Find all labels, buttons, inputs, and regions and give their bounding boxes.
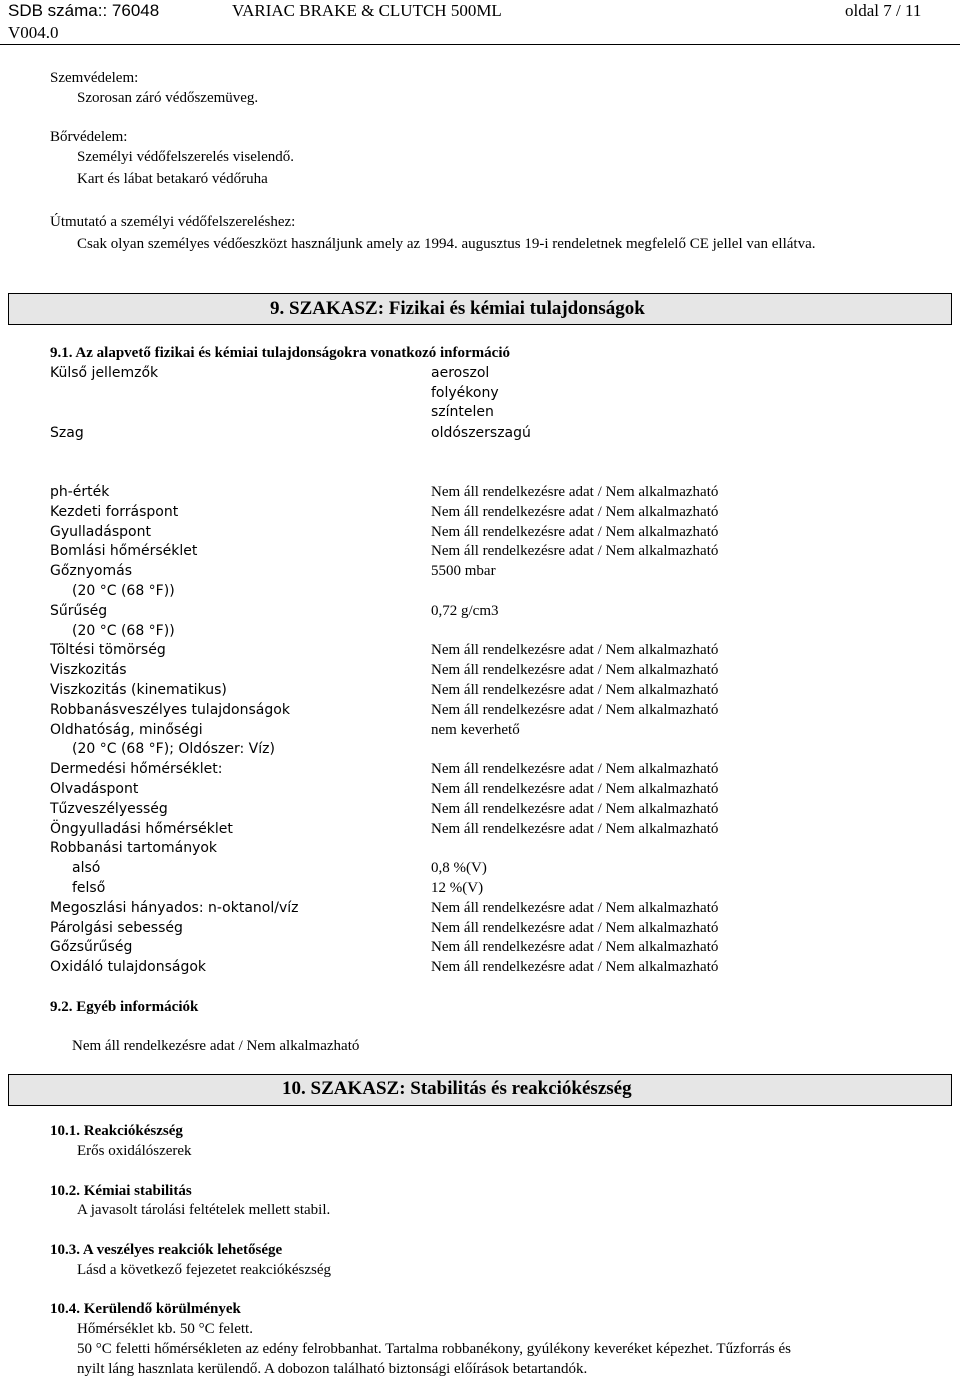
section10-4-title: 10.4. Kerülendő körülmények (50, 1301, 241, 1317)
property-value: Nem áll rendelkezésre adat / Nem alkalmazható (431, 801, 719, 817)
property-value: Nem áll rendelkezésre adat / Nem alkalmazható (431, 920, 719, 936)
property-label: Gyulladáspont (50, 524, 151, 540)
property-value: Nem áll rendelkezésre adat / Nem alkalmazható (431, 939, 719, 955)
property-value: Nem áll rendelkezésre adat / Nem alkalmazható (431, 504, 719, 520)
version: V004.0 (8, 23, 59, 42)
property-label: Bomlási hőmérséklet (50, 543, 198, 559)
property-label: Kezdeti forráspont (50, 504, 179, 520)
product-name: VARIAC BRAKE & CLUTCH 500ML (232, 1, 502, 20)
property-label: Párolgási sebesség (50, 920, 183, 936)
property-label: Gőznyomás (50, 563, 132, 579)
property-label: Megoszlási hányados: n-oktanol/víz (50, 900, 299, 916)
property-value: 5500 mbar (431, 563, 496, 579)
skin-protection-line2: Kart és lábat betakaró védőruha (77, 171, 268, 187)
property-value: nem keverhető (431, 722, 520, 738)
property-label: Robbanási tartományok (50, 840, 218, 856)
section10-1-title: 10.1. Reakciókészség (50, 1123, 183, 1139)
property-label: Olvadáspont (50, 781, 139, 797)
property-value: Nem áll rendelkezésre adat / Nem alkalmazható (431, 781, 719, 797)
odor-label: Szag (50, 425, 84, 441)
section9-1-title: 9.1. Az alapvető fizikai és kémiai tulajdonságokra vonatkozó információ (50, 345, 510, 361)
appearance-value: színtelen (431, 404, 494, 420)
property-label: Sűrűség (50, 603, 108, 619)
property-value: 0,72 g/cm3 (431, 603, 499, 619)
property-label: Tűzveszélyesség (50, 801, 168, 817)
property-label: Robbanásveszélyes tulajdonságok (50, 702, 290, 718)
property-value: 12 %(V) (431, 880, 484, 896)
property-label: Öngyulladási hőmérséklet (50, 821, 233, 837)
section10-3-title: 10.3. A veszélyes reakciók lehetősége (50, 1242, 283, 1258)
property-label: Oxidáló tulajdonságok (50, 959, 207, 975)
section10-4-line3: nyilt láng hasznlata kerülendő. A dobozon található biztonsági előírások betartandók. (77, 1361, 588, 1377)
property-value: Nem áll rendelkezésre adat / Nem alkalmazható (431, 682, 719, 698)
ppe-guide-text: Csak olyan személyes védőeszközt használjunk amely az 1994. augusztus 19-i rendeletnek megfelelő CE jellel van ellátva. (77, 236, 816, 252)
property-label: Viszkozitás (50, 662, 127, 678)
odor-value: oldószerszagú (431, 425, 531, 441)
property-value: Nem áll rendelkezésre adat / Nem alkalmazható (431, 821, 719, 837)
section9-2-text: Nem áll rendelkezésre adat / Nem alkalmazható (72, 1038, 360, 1054)
property-value: Nem áll rendelkezésre adat / Nem alkalmazható (431, 484, 719, 500)
property-label: Gőzsűrűség (50, 939, 133, 955)
property-value: Nem áll rendelkezésre adat / Nem alkalmazható (431, 642, 719, 658)
section10-1-text: Erős oxidálószerek (77, 1143, 192, 1159)
appearance-value: aeroszol (431, 365, 490, 381)
section10-2-title: 10.2. Kémiai stabilitás (50, 1183, 192, 1199)
property-label: (20 °C (68 °F)) (72, 623, 175, 639)
section10-3-text: Lásd a következő fejezetet reakciókészség (77, 1262, 332, 1278)
appearance-label: Külső jellemzők (50, 365, 159, 381)
ppe-guide-title: Útmutató a személyi védőfelszereléshez: (50, 214, 296, 230)
property-label: (20 °C (68 °F)) (72, 583, 175, 599)
eye-protection-title: Szemvédelem: (50, 70, 139, 86)
property-value: Nem áll rendelkezésre adat / Nem alkalmazható (431, 900, 719, 916)
eye-protection-text: Szorosan záró védőszemüveg. (77, 90, 259, 106)
section10-4-line2: 50 °C feletti hőmérsékleten az edény felrobbanhat. Tartalma robbanékony, gyúlékony keveréket képezhet. Tűzforrás és (77, 1341, 791, 1357)
sdb-number: SDB száma:: 76048 (8, 1, 160, 20)
property-label: Oldhatóság, minőségi (50, 722, 203, 738)
section10-2-text: A javasolt tárolási feltételek mellett stabil. (77, 1202, 331, 1218)
skin-protection-line1: Személyi védőfelszerelés viselendő. (77, 149, 295, 165)
property-value: 0,8 %(V) (431, 860, 487, 876)
property-value: Nem áll rendelkezésre adat / Nem alkalmazható (431, 761, 719, 777)
property-label: (20 °C (68 °F); Oldószer: Víz) (72, 741, 275, 757)
property-value: Nem áll rendelkezésre adat / Nem alkalmazható (431, 702, 719, 718)
property-label: alsó (72, 860, 101, 876)
property-value: Nem áll rendelkezésre adat / Nem alkalmazható (431, 959, 719, 975)
property-value: Nem áll rendelkezésre adat / Nem alkalmazható (431, 543, 719, 559)
section9-2-title: 9.2. Egyéb információk (50, 999, 199, 1015)
property-label: Viszkozitás (kinematikus) (50, 682, 227, 698)
section10-title: 10. SZAKASZ: Stabilitás és reakciókészség (282, 1078, 632, 1099)
property-label: ph-érték (50, 484, 110, 500)
property-label: Töltési tömörség (50, 642, 166, 658)
page-number: oldal 7 / 11 (845, 1, 922, 20)
header-divider (0, 44, 960, 45)
section10-4-line1: Hőmérséklet kb. 50 °C felett. (77, 1321, 253, 1337)
section9-title: 9. SZAKASZ: Fizikai és kémiai tulajdonságok (270, 298, 645, 319)
skin-protection-title: Bőrvédelem: (50, 129, 128, 145)
property-value: Nem áll rendelkezésre adat / Nem alkalmazható (431, 524, 719, 540)
appearance-value: folyékony (431, 385, 499, 401)
property-label: felső (72, 880, 106, 896)
property-label: Dermedési hőmérséklet: (50, 761, 223, 777)
property-value: Nem áll rendelkezésre adat / Nem alkalmazható (431, 662, 719, 678)
